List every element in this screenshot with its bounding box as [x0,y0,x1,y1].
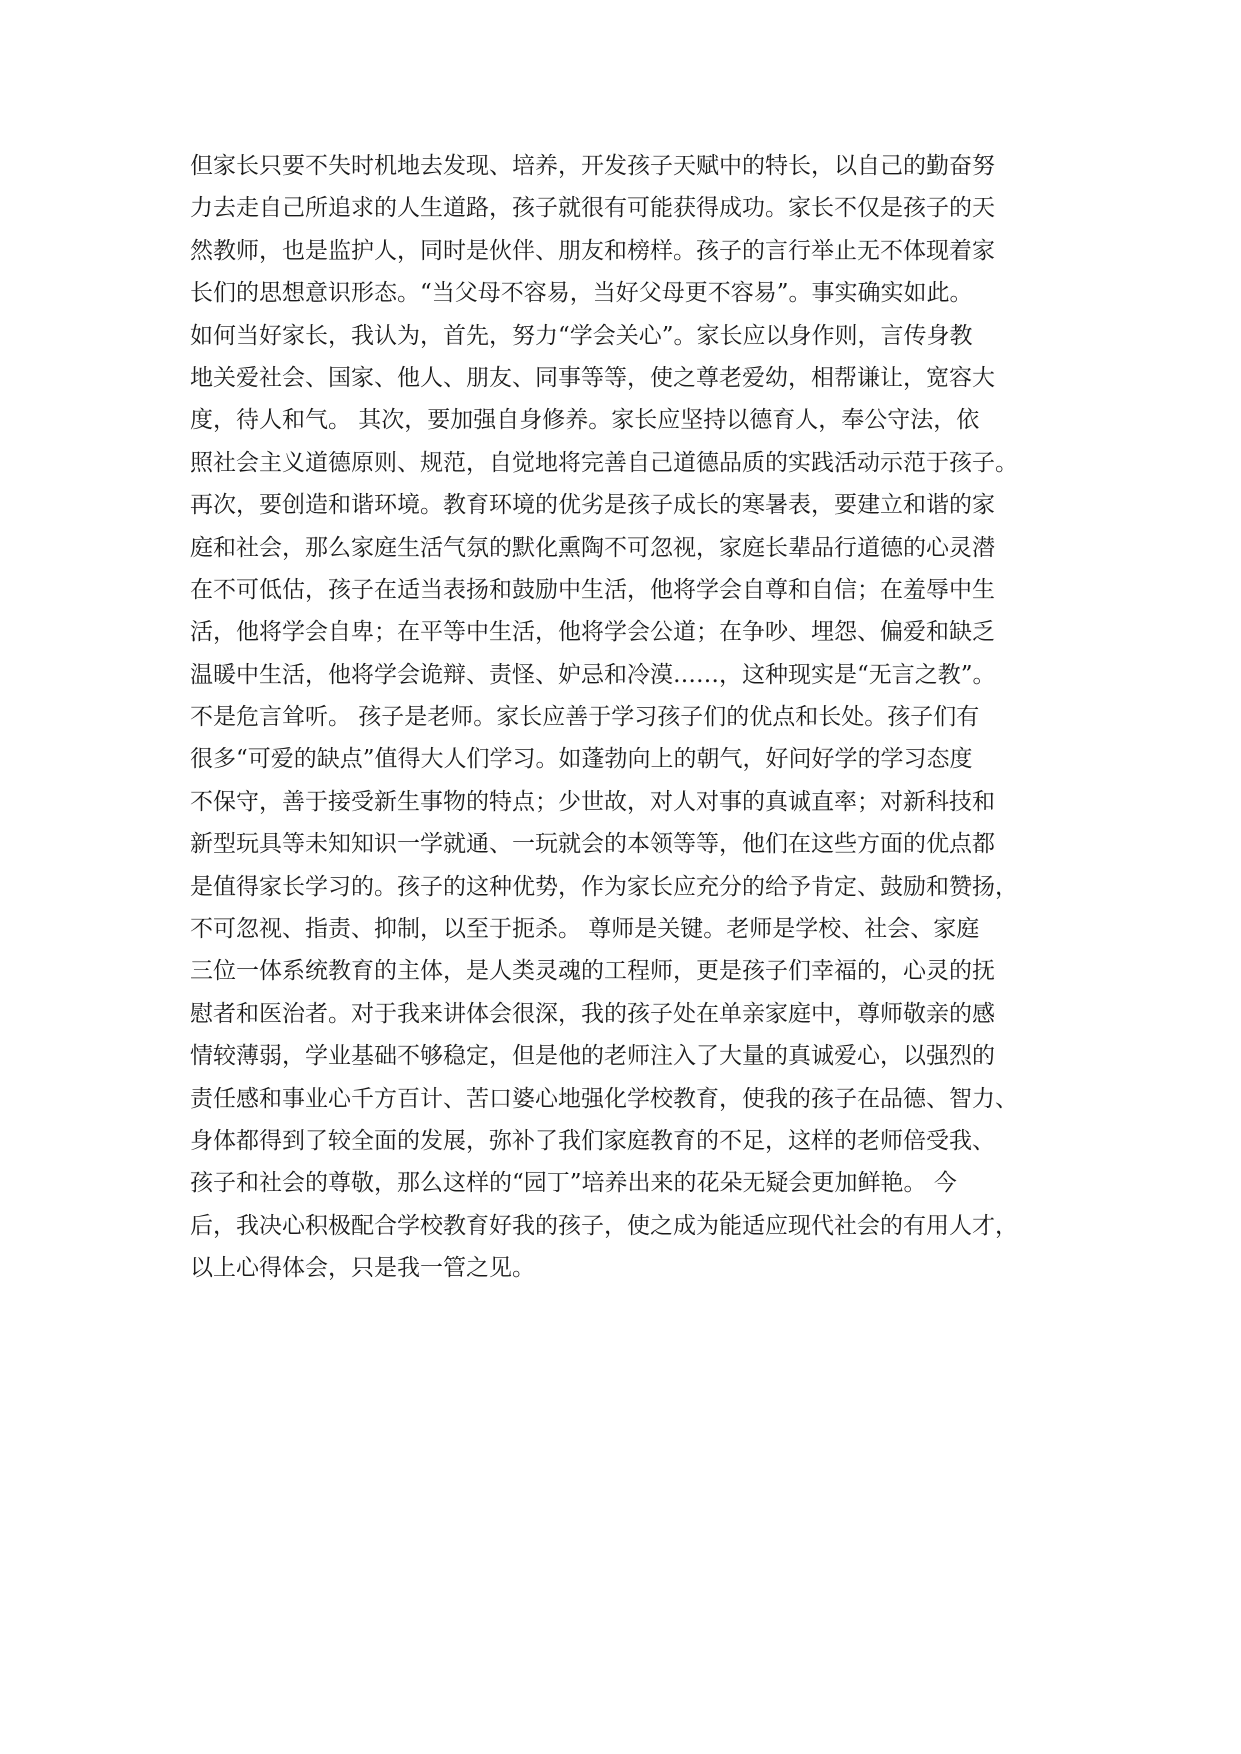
text-line: 长们的思想意识形态。“当父母不容易，当好父母更不容易”。事实确实如此。 [190,280,973,307]
text-line: 再次，要创造和谐环境。教育环境的优劣是孩子成长的寒暑表，要建立和谐的家 [190,492,995,519]
text-line: 庭和社会，那么家庭生活气氛的默化熏陶不可忽视，家庭长辈品行道德的心灵潜 [190,534,995,561]
text-line: 力去走自己所追求的人生道路，孩子就很有可能获得成功。家长不仅是孩子的天 [190,195,995,222]
text-line: 不可忽视、指责、抑制，以至于扼杀。 尊师是关键。老师是学校、社会、家庭 [190,916,980,943]
text-line: 三位一体系统教育的主体，是人类灵魂的工程师，更是孩子们幸福的，心灵的抚 [190,958,995,985]
text-line: 地关爱社会、国家、他人、朋友、同事等等，使之尊老爱幼，相帮谦让，宽容大 [190,364,995,391]
text-line: 新型玩具等未知知识一学就通、一玩就会的本领等等，他们在这些方面的优点都 [190,831,995,858]
text-line: 在不可低估，孩子在适当表扬和鼓励中生活，他将学会自尊和自信；在羞辱中生 [190,576,995,603]
text-line: 温暖中生活，他将学会诡辩、责怪、妒忌和冷漠……，这种现实是“无言之教”。 [190,661,996,688]
text-line: 活，他将学会自卑；在平等中生活，他将学会公道；在争吵、埋怨、偏爱和缺乏 [190,619,995,646]
text-line: 身体都得到了较全面的发展，弥补了我们家庭教育的不足，这样的老师倍受我、 [190,1127,995,1154]
body-text [190,145,1070,1290]
text-line: 照社会主义道德原则、规范，自觉地将完善自己道德品质的实践活动示范于孩子。 [190,449,1018,476]
text-line: 情较薄弱，学业基础不够稳定，但是他的老师注入了大量的真诚爱心，以强烈的 [190,1043,995,1070]
text-line: 后，我决心积极配合学校教育好我的孩子，使之成为能适应现代社会的有用人才， [190,1212,1018,1239]
text-line: 然教师，也是监护人，同时是伙伴、朋友和榜样。孩子的言行举止无不体现着家 [190,237,995,264]
text-line: 以上心得体会，只是我一管之见。 [190,1255,535,1282]
text-line: 责任感和事业心千方百计、苦口婆心地强化学校教育，使我的孩子在品德、智力、 [190,1085,1018,1112]
text-line: 是值得家长学习的。孩子的这种优势，作为家长应充分的给予肯定、鼓励和赞扬， [190,873,1018,900]
text-line: 如何当好家长，我认为，首先，努力“学会关心”。家长应以身作则，言传身教 [190,322,973,349]
text-line: 很多“可爱的缺点”值得大人们学习。如蓬勃向上的朝气，好问好学的学习态度 [190,746,973,773]
text-line: 不是危言耸听。 孩子是老师。家长应善于学习孩子们的优点和长处。孩子们有 [190,704,980,731]
text-line: 度，待人和气。 其次，要加强自身修养。家长应坚持以德育人，奉公守法，依 [190,407,980,434]
text-line: 孩子和社会的尊敬，那么这样的“园丁”培养出来的花朵无疑会更加鲜艳。 今 [190,1170,957,1197]
text-line: 慰者和医治者。对于我来讲体会很深，我的孩子处在单亲家庭中，尊师敬亲的感 [190,1000,995,1027]
text-line: 但家长只要不失时机地去发现、培养，开发孩子天赋中的特长，以自己的勤奋努 [190,153,995,179]
text-line: 不保守，善于接受新生事物的特点；少世故，对人对事的真诚直率；对新科技和 [190,788,995,815]
